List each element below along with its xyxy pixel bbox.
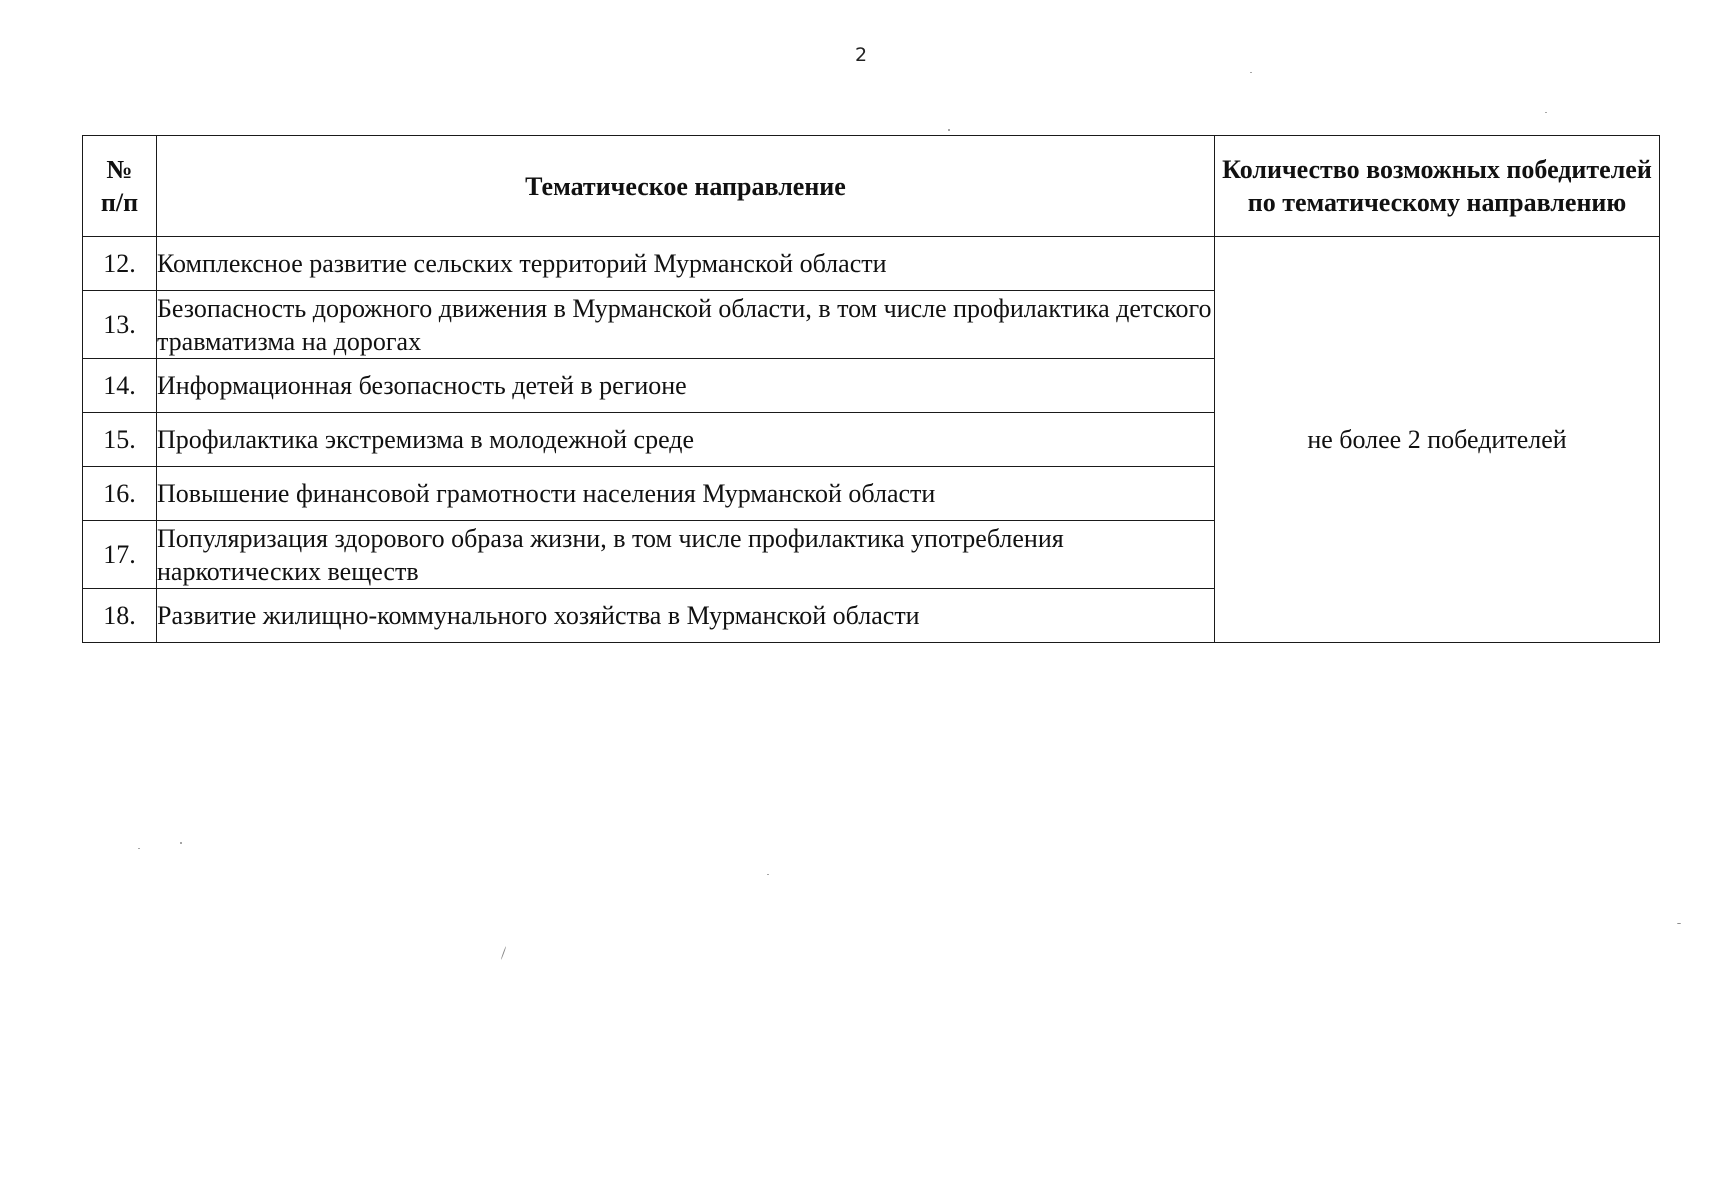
table-header-row <box>83 136 1660 237</box>
table-row <box>83 237 1660 291</box>
row-topic: Повышение финансовой грамотности населения Мурманской области <box>157 467 1215 521</box>
column-header-count: Количество возможных победителей по тематическому направлению <box>1215 136 1660 237</box>
row-number: 13. <box>83 291 157 359</box>
scan-speck <box>501 946 507 959</box>
row-number: 17. <box>83 521 157 589</box>
merged-count-cell: не более 2 победителей <box>1215 237 1660 643</box>
topics-table <box>82 135 1660 643</box>
column-header-number-line1: № <box>106 155 133 184</box>
page-number: 2 <box>854 44 868 66</box>
row-topic: Популяризация здорового образа жизни, в том числе профилактика употребления наркотических веществ <box>157 521 1215 589</box>
column-header-topic: Тематическое направление <box>157 136 1215 237</box>
row-topic: Информационная безопасность детей в регионе <box>157 359 1215 413</box>
column-header-number <box>83 136 157 237</box>
scan-speck <box>948 129 950 131</box>
row-topic: Комплексное развитие сельских территорий Мурманской области <box>157 237 1215 291</box>
row-topic: Безопасность дорожного движения в Мурманской области, в том числе профилактика детского травматизма на дорогах <box>157 291 1215 359</box>
column-header-number-line2: п/п <box>100 188 139 217</box>
scan-speck <box>138 848 140 849</box>
row-number: 18. <box>83 589 157 643</box>
scan-speck <box>1677 923 1681 924</box>
scan-speck <box>1545 112 1547 113</box>
scan-speck <box>767 874 769 875</box>
row-topic: Профилактика экстремизма в молодежной среде <box>157 413 1215 467</box>
scan-speck <box>1250 72 1252 73</box>
scan-speck <box>180 842 182 844</box>
row-number: 15. <box>83 413 157 467</box>
row-topic: Развитие жилищно-коммунального хозяйства в Мурманской области <box>157 589 1215 643</box>
row-number: 12. <box>83 237 157 291</box>
row-number: 14. <box>83 359 157 413</box>
row-number: 16. <box>83 467 157 521</box>
